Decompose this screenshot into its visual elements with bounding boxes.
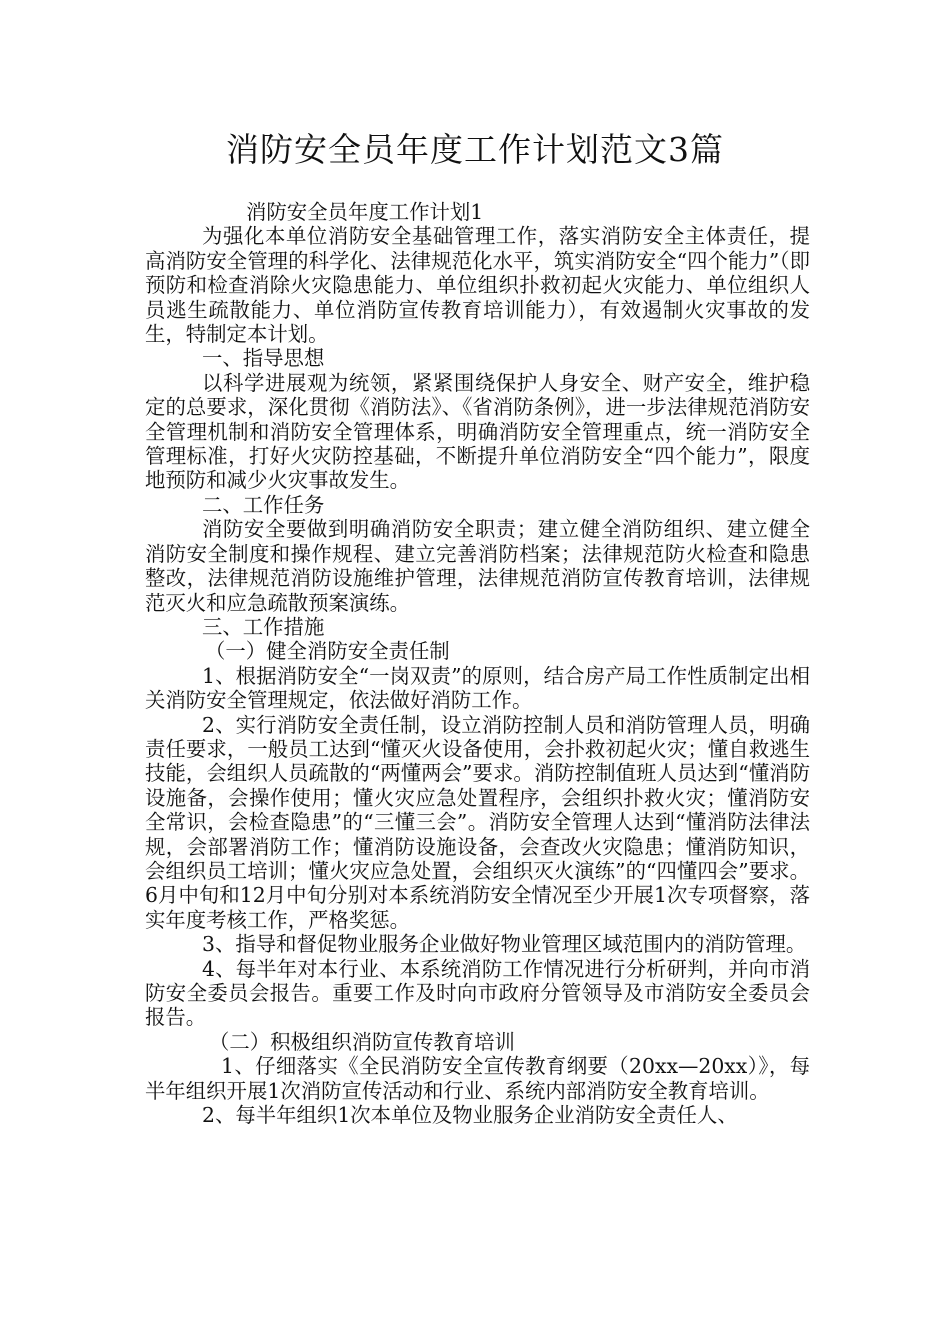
paragraph-12: 4、每半年对本行业、本系统消防工作情况进行分析研判，并向市消防安全委员会报告。重要工作及时向市政府分管领导及市消防安全委员会报告。 xyxy=(145,956,810,1030)
paragraph-3: 一、指导思想 xyxy=(202,346,325,371)
paragraph-9: 1、根据消防安全“一岗双责”的原则，结合房产局工作性质制定出相关消防安全管理规定，依法做好消防工作。 xyxy=(145,663,810,713)
paragraph-1: 消防安全员年度工作计划1 xyxy=(246,200,484,224)
paragraph-6: 消防安全要做到明确消防安全职责；建立健全消防组织、建立健全消防安全制度和操作规程、建立完善消防档案；法律规范防火检查和隐患整改，法律规范消防设施维护管理，法律规范消防宣传教育培训，法律规范灭火和应急疏散预案演练。 xyxy=(145,517,810,615)
paragraph-14: 1、仔细落实《全民消防安全宣传教育纲要（20xx—20xx）》，每半年组织开展1次消防宣传活动和行业、系统内部消防安全教育培训。 xyxy=(145,1054,810,1103)
document-body xyxy=(145,200,810,1127)
paragraph-2: 为强化本单位消防安全基础管理工作，落实消防安全主体责任，提高消防安全管理的科学化、法律规范化水平，筑实消防安全“四个能力”（即预防和检查消除火灾隐患能力、单位组织扑救初起火灾能力、单位组织人员逃生疏散能力、单位消防宣传教育培训能力），有效遏制火灾事故的发生，特制定本计划。 xyxy=(145,224,810,347)
paragraph-15: 2、每半年组织1次本单位及物业服务企业消防安全责任人、 xyxy=(202,1103,738,1128)
page-title: 消防安全员年度工作计划范文3篇 xyxy=(226,130,724,169)
paragraph-5: 二、工作任务 xyxy=(202,492,325,517)
paragraph-10: 2、实行消防安全责任制，设立消防控制人员和消防管理人员，明确责任要求，一般员工达到“懂灭火设备使用，会扑救初起火灾；懂自救逃生技能，会组织人员疏散的“两懂两会”要求。消防控制值班人员达到“懂消防设施备，会操作使用；懂火灾应急处置程序，会组织扑救火灾；懂消防安全常识，会检查隐患”的“三懂三会”。消防安全管理人达到“懂消防法律法规，会部署消防工作；懂消防设施设备，会查改火灾隐患；懂消防知识，会组织员工培训；懂火灾应急处置，会组织灭火演练”的“四懂四会”要求。6月中旬和12月中旬分别对本系统消防安全情况至少开展1次专项督察，落实年度考核工作，严格奖惩。 xyxy=(145,712,810,932)
paragraph-4: 以科学进展观为统领，紧紧围绕保护人身安全、财产安全，维护稳定的总要求，深化贯彻《消防法》、《省消防条例》，进一步法律规范消防安全管理机制和消防安全管理体系，明确消防安全管理重点，统一消防安全管理标准，打好火灾防控基础，不断提升单位消防安全“四个能力”，限度地预防和减少火灾事故发生。 xyxy=(145,370,810,493)
paragraph-11: 3、指导和督促物业服务企业做好物业管理区域范围内的消防管理。 xyxy=(202,932,807,957)
paragraph-7: 三、工作措施 xyxy=(202,614,325,639)
paragraph-8: （一）健全消防安全责任制 xyxy=(205,639,450,664)
paragraph-13: （二）积极组织消防宣传教育培训 xyxy=(209,1029,515,1054)
